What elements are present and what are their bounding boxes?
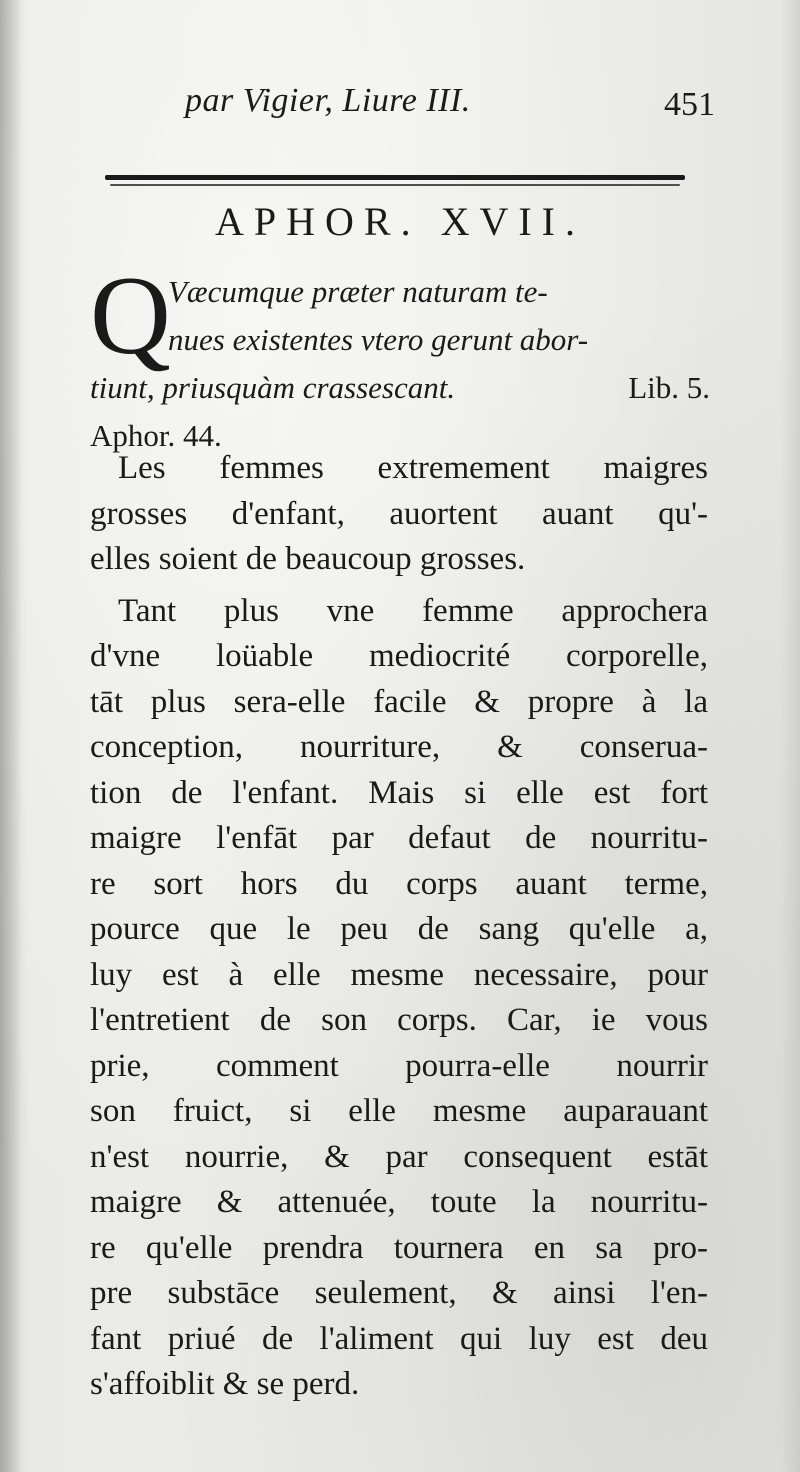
text-line: maigre & attenuée, toute la nourritu- (90, 1184, 708, 1220)
text-line: conception, nourriture, & conserua- (90, 729, 708, 765)
header-rule-thin (110, 184, 680, 186)
text-line: luy est à elle mesme necessaire, pour (90, 956, 708, 993)
latin-line: Væcumque præter naturam te- (168, 274, 548, 309)
latin-line-text: tiunt, priusquàm crassescant. (90, 370, 456, 405)
text-line: elles soient de beaucoup grosses. (90, 541, 526, 577)
text-line: re qu'elle prendra tournera en sa pro- (90, 1229, 708, 1266)
text-line: d'vne loüable mediocrité corporelle, (90, 638, 708, 674)
page-number: 451 (664, 86, 715, 123)
page-header (185, 80, 715, 130)
running-title: par Vigier, Liure III. (185, 82, 471, 119)
text-line: Les femmes extremement maigres (118, 450, 708, 486)
text-line: n'est nourrie, & par consequent estāt (90, 1138, 708, 1175)
text-line: pre substāce seulement, & ainsi l'en- (90, 1275, 708, 1311)
text-line: tion de l'enfant. Mais si elle est fort (90, 774, 708, 811)
text-line: maigre l'enfāt par defaut de nourritu- (90, 820, 708, 856)
text-line: re sort hors du corps auant terme, (90, 865, 708, 902)
text-line: tāt plus sera-elle facile & propre à la (90, 683, 708, 720)
text-line: prie, comment pourra-elle nourrir (90, 1047, 708, 1084)
text-line: pource que le peu de sang qu'elle a, (90, 911, 708, 947)
latin-line: nues existentes vtero gerunt abor- (168, 322, 589, 357)
latin-aphorism (90, 254, 710, 460)
text-line: grosses d'enfant, auortent auant qu'- (90, 495, 708, 532)
drop-capital: Q (90, 254, 171, 378)
text-line: son fruict, si elle mesme auparauant (90, 1093, 708, 1129)
text-line: s'affoiblit & se perd. (90, 1366, 360, 1402)
text-line: fant priué de l'aliment qui luy est deu (90, 1320, 708, 1357)
section-heading: APHOR. XVII. (215, 199, 585, 244)
latin-reference-tail: Lib. 5. (628, 370, 710, 405)
french-commentary (90, 446, 708, 1408)
text-line: l'entretient de son corps. Car, ie vous (90, 1002, 708, 1038)
latin-reference: Aphor. 44. (90, 418, 222, 453)
latin-line (90, 364, 710, 412)
header-rule (105, 175, 685, 180)
text-line: Tant plus vne femme approchera (118, 592, 708, 629)
